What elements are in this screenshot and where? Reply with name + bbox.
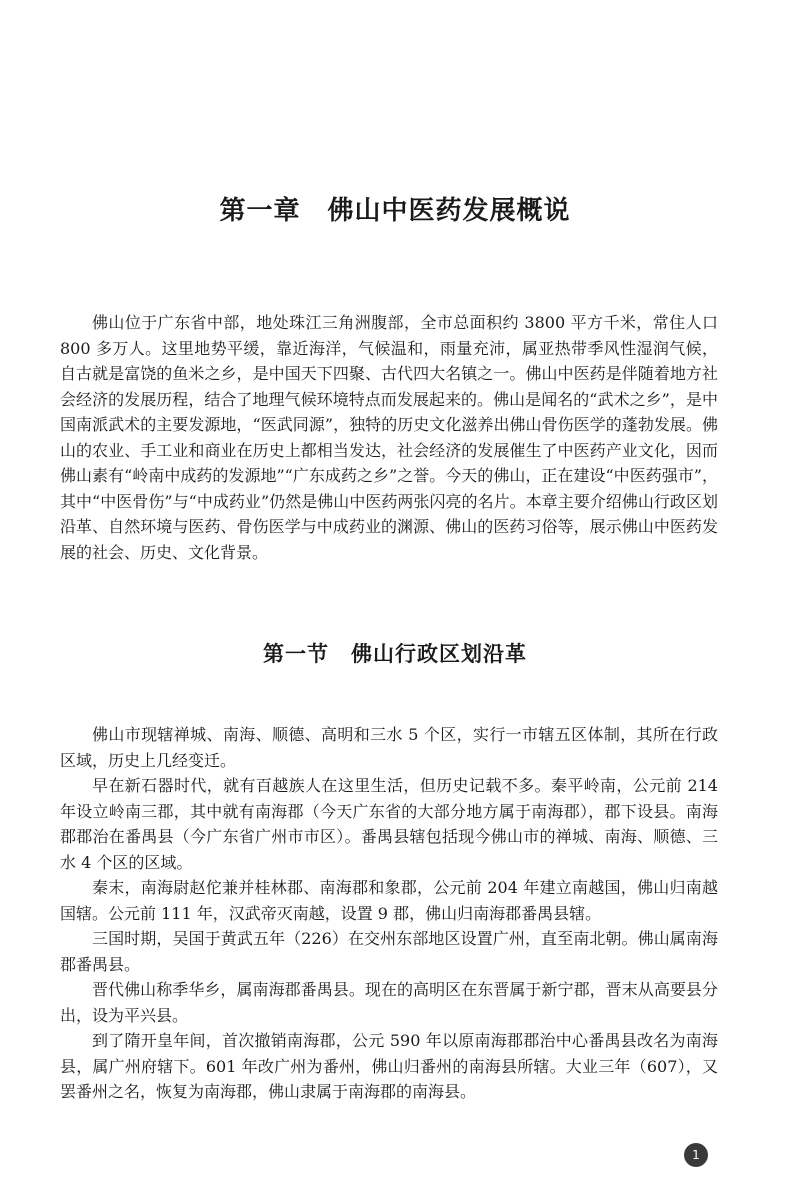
section-paragraph: 晋代佛山称季华乡，属南海郡番禺县。现在的高明区在东晋属于新宁郡，晋末从高要县分出，设为平兴县。 (60, 980, 718, 1025)
page-number-badge: 1 (684, 1143, 708, 1167)
section-title: 第一节 佛山行政区划沿革 (263, 641, 527, 666)
section-paragraph: 秦末，南海尉赵佗兼并桂林郡、南海郡和象郡，公元前 204 年建立南越国，佛山归南越国辖。公元前 111 年，汉武帝灭南越，设置 9 郡，佛山归南海郡番禺县辖。 (60, 878, 718, 923)
chapter-title: 第一章 佛山中医药发展概说 (219, 196, 571, 226)
section-body (60, 722, 718, 1105)
section-paragraph: 到了隋开皇年间，首次撤销南海郡，公元 590 年以原南海郡郡治中心番禺县改名为南海县，属广州府辖下。601 年改广州为番州，佛山归番州的南海县所辖。大业三年（607），又罢番州之名，恢复为南海郡，佛山隶属于南海郡的南海县。 (60, 1031, 718, 1101)
intro-paragraph: 佛山位于广东省中部，地处珠江三角洲腹部，全市总面积约 3800 平方千米，常住人口 800 多万人。这里地势平缓，靠近海洋，气候温和，雨量充沛，属亚热带季风性湿润气候，自古就是富饶的鱼米之乡，是中国天下四聚、古代四大名镇之一。佛山中医药是伴随着地方社会经济的发展历程，结合了地理气候环境特点而发展起来的。佛山是闻名的“武术之乡”，是中国南派武术的主要发源地，“医武同源”，独特的历史文化滋养出佛山骨伤医学的蓬勃发展。佛山的农业、手工业和商业在历史上都相当发达，社会经济的发展催生了中医药产业文化，因而佛山素有“岭南中成药的发源地”“广东成药之乡”之誉。今天的佛山，正在建设“中医药强市”，其中“中医骨伤”与“中成药业”仍然是佛山中医药两张闪亮的名片。本章主要介绍佛山行政区划沿革、自然环境与医药、骨伤医学与中成药业的渊源、佛山的医药习俗等，展示佛山中医药发展的社会、历史、文化背景。 (60, 313, 718, 562)
section-paragraph: 三国时期，吴国于黄武五年（226）在交州东部地区设置广州，直至南北朝。佛山属南海郡番禺县。 (60, 929, 718, 974)
section-paragraph: 早在新石器时代，就有百越族人在这里生活，但历史记载不多。秦平岭南，公元前 214 年设立岭南三郡，其中就有南海郡（今天广东省的大部分地方属于南海郡），郡下设县。南海郡郡治在番禺县（今广东省广州市市区）。番禺县辖包括现今佛山市的禅城、南海、顺德、三水 4 个区的区域。 (60, 776, 718, 872)
section-paragraph: 佛山市现辖禅城、南海、顺德、高明和三水 5 个区，实行一市辖五区体制，其所在行政区域，历史上几经变迁。 (60, 725, 718, 770)
chapter-intro (60, 310, 718, 565)
